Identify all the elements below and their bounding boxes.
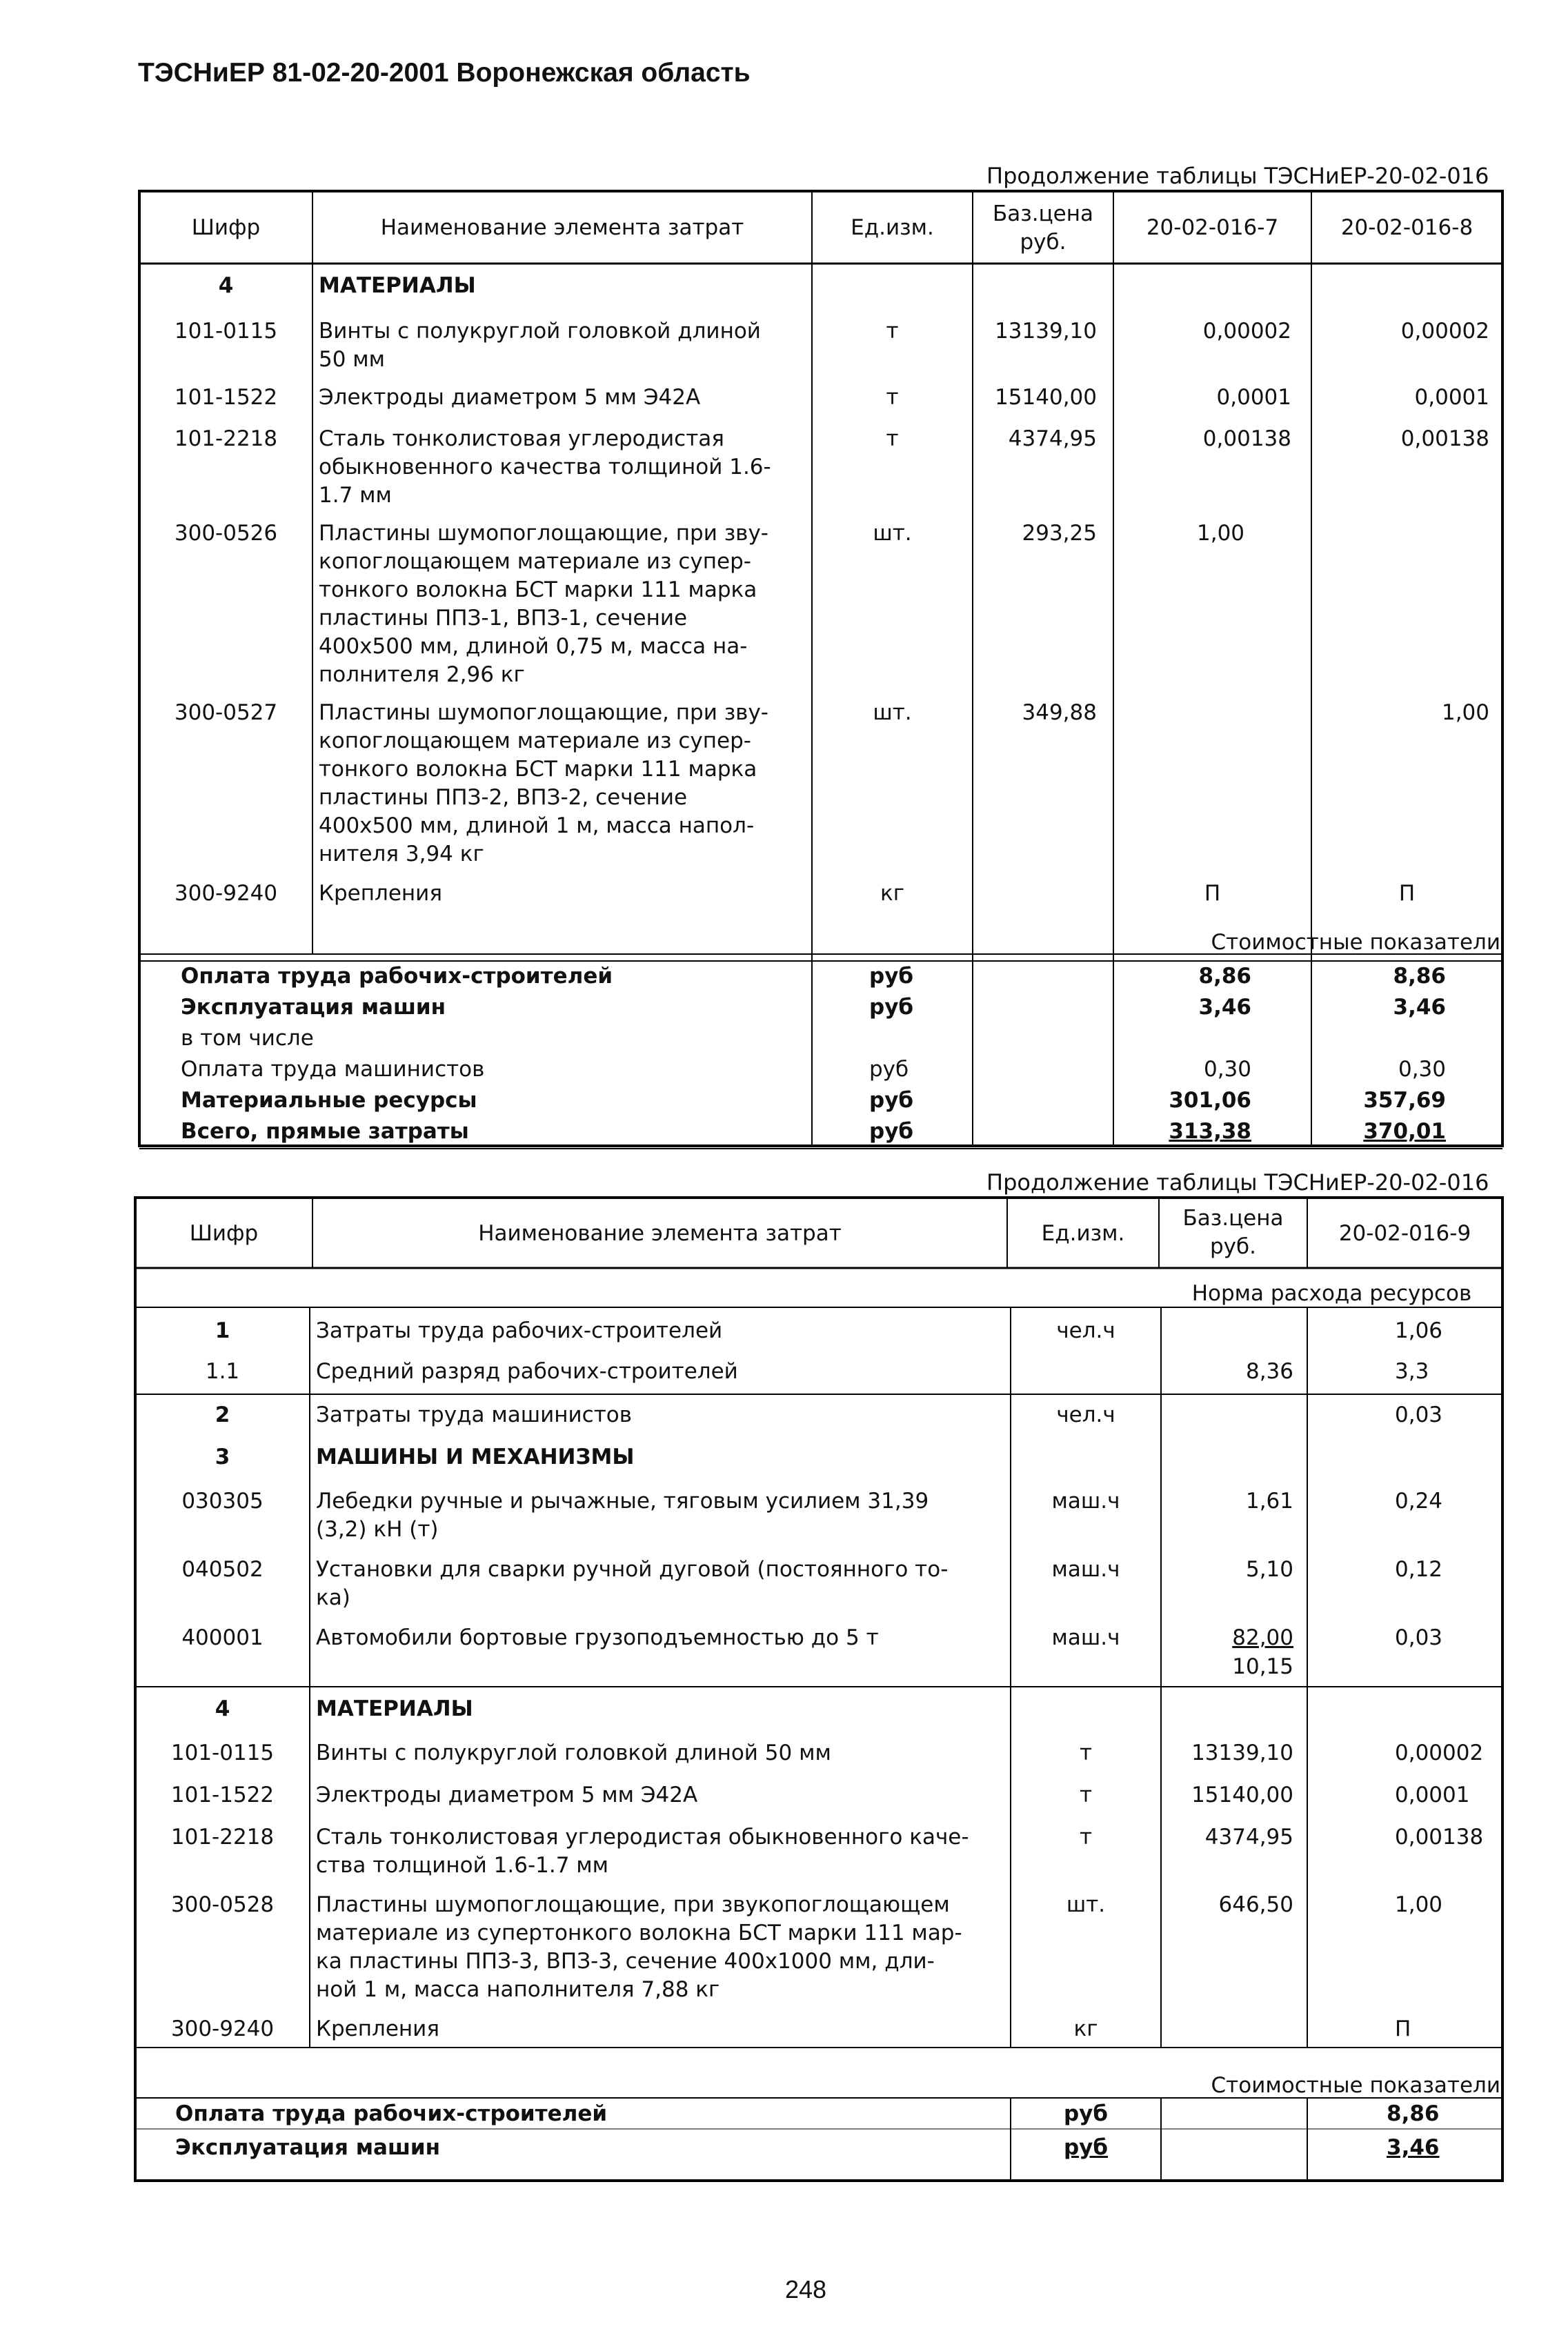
row-name: Крепления — [319, 881, 442, 906]
row-value-col1: 0,00138 — [1395, 1825, 1484, 1850]
cost-unit: руб — [1063, 2135, 1109, 2160]
row-price: 8,36 — [1245, 1359, 1293, 1384]
cost-name: Эксплуатация машин — [175, 2135, 441, 2160]
row-name: Пластины шумопоглощающие, при зву- копоглощающем материале из супер- тонкого волокна БСТ марки 111 марка пластины ППЗ-1, ВПЗ-1, сечение 400x500 мм, длиной 0,75 м, масса на- полнителя 2,96 кг — [319, 521, 768, 687]
cost-value-col2: 357,69 — [1363, 1088, 1446, 1113]
table2-header-col1: 20-02-016-9 — [1338, 1221, 1471, 1246]
row-code: 4 — [218, 273, 234, 298]
row-code: 101-0115 — [170, 1741, 275, 1765]
row-value-col1: 1,06 — [1395, 1318, 1443, 1343]
cost-name: Эксплуатация машин — [181, 995, 446, 1020]
row-price: 15140,00 — [1191, 1783, 1293, 1807]
cost-name: Оплата труда рабочих-строителей — [181, 964, 613, 989]
cost-value-col2: 8,86 — [1393, 964, 1446, 989]
cost-unit: руб — [869, 1119, 914, 1144]
row-code: 101-1522 — [170, 1783, 275, 1807]
row-code: 300-0526 — [174, 521, 278, 546]
row-value-col2: 0,00002 — [1400, 319, 1489, 344]
row-unit: маш.ч — [1051, 1625, 1120, 1650]
row-code: 1.1 — [205, 1359, 240, 1384]
row-unit: кг — [880, 881, 904, 906]
cost-value-col1: 3,46 — [1387, 2135, 1440, 2160]
row-value-col2: П — [1398, 881, 1416, 906]
cost-value-col1: 3,46 — [1198, 995, 1251, 1020]
row-value-col1: 0,24 — [1395, 1489, 1443, 1514]
row-name: Установки для сварки ручной дуговой (постоянного то- ка) — [316, 1557, 949, 1610]
row-name: Винты с полукруглой головкой длиной 50 мм — [316, 1741, 831, 1765]
cost-name: Материальные ресурсы — [181, 1088, 477, 1113]
row-unit: т — [886, 426, 899, 451]
row-unit: шт. — [1066, 1892, 1106, 1917]
row-unit: маш.ч — [1051, 1489, 1120, 1514]
row-name: Сталь тонколистовая углеродистая обыкновенного каче- ства толщиной 1.6-1.7 мм — [316, 1825, 969, 1878]
table1-continuation-caption: Продолжение таблицы ТЭСНиЕР-20-02-016 — [986, 163, 1489, 189]
table2-norm-section-label: Норма расхода ресурсов — [1191, 1281, 1472, 1306]
table1-header-price: Баз.цена руб. — [992, 201, 1094, 255]
row-value-col2: 0,00138 — [1400, 426, 1489, 451]
table1-header-col2: 20-02-016-8 — [1340, 215, 1473, 240]
row-unit: чел.ч — [1056, 1403, 1115, 1427]
row-value-col1: 0,00138 — [1202, 426, 1291, 451]
row-value-col1: 0,12 — [1395, 1557, 1443, 1582]
cost-value-col1: 8,86 — [1198, 964, 1251, 989]
row-name: МАШИНЫ И МЕХАНИЗМЫ — [316, 1445, 635, 1469]
row-value-col1: 0,00002 — [1202, 319, 1291, 344]
cost-unit: руб — [869, 1057, 909, 1082]
row-price: 13139,10 — [1191, 1741, 1293, 1765]
table1-header-col1: 20-02-016-7 — [1146, 215, 1279, 240]
table2-header-code: Шифр — [189, 1221, 259, 1246]
table2-header-name: Наименование элемента затрат — [478, 1221, 842, 1246]
row-name: Лебедки ручные и рычажные, тяговым усилием 31,39 (3,2) кН (т) — [316, 1489, 929, 1542]
row-price-secondary: 10,15 — [1232, 1654, 1293, 1679]
row-code: 300-0527 — [174, 700, 278, 725]
row-price: 13139,10 — [995, 319, 1097, 344]
row-value-col1: 3,3 — [1395, 1359, 1429, 1384]
row-code: 101-2218 — [174, 426, 278, 451]
table1-header-unit: Ед.изм. — [851, 215, 934, 240]
row-unit: т — [1079, 1783, 1093, 1807]
cost-value-col1: 313,38 — [1169, 1119, 1251, 1144]
row-value-col1: 1,00 — [1197, 521, 1245, 546]
row-unit: т — [886, 385, 899, 410]
row-price: 293,25 — [1022, 521, 1097, 546]
row-unit: т — [1079, 1825, 1093, 1850]
row-code: 3 — [215, 1445, 230, 1469]
cost-value-col2: 370,01 — [1363, 1119, 1446, 1144]
cost-value-col1: 0,30 — [1203, 1057, 1251, 1082]
row-name: Электроды диаметром 5 мм Э42А — [316, 1783, 698, 1807]
row-price: 5,10 — [1245, 1557, 1293, 1582]
row-name: Крепления — [316, 2016, 439, 2041]
cost-name: Оплата труда машинистов — [181, 1057, 485, 1082]
row-name: Средний разряд рабочих-строителей — [316, 1359, 738, 1384]
cost-unit: руб — [1063, 2101, 1109, 2126]
row-price: 1,61 — [1245, 1489, 1293, 1514]
row-value-col1: 0,03 — [1395, 1625, 1443, 1650]
table2-header-price: Баз.цена руб. — [1182, 1206, 1284, 1259]
document-title: ТЭСНиЕР 81-02-20-2001 Воронежская область — [138, 58, 751, 88]
row-unit: кг — [1073, 2016, 1098, 2041]
cost-name: Всего, прямые затраты — [181, 1119, 469, 1144]
row-name: Автомобили бортовые грузоподъемностью до 5 т — [316, 1625, 879, 1650]
row-code: 400001 — [181, 1625, 264, 1650]
row-unit: т — [1079, 1741, 1093, 1765]
page-number: 248 — [785, 2275, 827, 2303]
cost-value-col2: 0,30 — [1398, 1057, 1446, 1082]
table1-header-code: Шифр — [191, 215, 261, 240]
row-code: 300-9240 — [170, 2016, 275, 2041]
row-unit: шт. — [873, 521, 912, 546]
row-price: 646,50 — [1218, 1892, 1293, 1917]
row-value-col1: 1,00 — [1395, 1892, 1443, 1917]
row-unit: шт. — [873, 700, 912, 725]
table1-cost-section-label: Стоимостные показатели — [1211, 930, 1500, 955]
table2-header-unit: Ед.изм. — [1041, 1221, 1125, 1246]
cost-unit: руб — [869, 1088, 914, 1113]
row-price: 349,88 — [1022, 700, 1097, 725]
row-value-col2: 1,00 — [1441, 700, 1489, 725]
cost-name: Оплата труда рабочих-строителей — [175, 2101, 608, 2126]
cost-value-col2: 3,46 — [1393, 995, 1446, 1020]
row-name: Пластины шумопоглощающие, при зву- копоглощающем материале из супер- тонкого волокна БСТ марки 111 марка пластины ППЗ-2, ВПЗ-2, сечение 400x500 мм, длиной 1 м, масса напол- нителя 3,94 кг — [319, 700, 768, 866]
row-code: 300-9240 — [174, 881, 278, 906]
row-unit: чел.ч — [1056, 1318, 1115, 1343]
row-code: 101-0115 — [174, 319, 278, 344]
cost-value-col1: 8,86 — [1387, 2101, 1440, 2126]
row-name: Затраты труда машинистов — [316, 1403, 633, 1427]
row-code: 300-0528 — [170, 1892, 275, 1917]
row-value-col2: 0,0001 — [1414, 385, 1489, 410]
row-value-col1: 0,00002 — [1395, 1741, 1484, 1765]
row-code: 101-1522 — [174, 385, 278, 410]
table2-cost-section-label: Стоимостные показатели — [1211, 2073, 1500, 2098]
row-code: 1 — [215, 1318, 230, 1343]
row-unit: т — [886, 319, 899, 344]
row-value-col1: 0,03 — [1395, 1403, 1443, 1427]
row-name: Затраты труда рабочих-строителей — [316, 1318, 723, 1343]
row-unit: маш.ч — [1051, 1557, 1120, 1582]
row-value-col1: П — [1395, 2016, 1411, 2041]
table2-continuation-caption: Продолжение таблицы ТЭСНиЕР-20-02-016 — [986, 1169, 1489, 1196]
row-name: Винты с полукруглой головкой длиной 50 мм — [319, 319, 761, 372]
cost-unit: руб — [869, 964, 914, 989]
row-code: 040502 — [181, 1557, 264, 1582]
row-code: 4 — [215, 1696, 230, 1721]
row-value-col1: 0,0001 — [1216, 385, 1291, 410]
row-value-col1: 0,0001 — [1395, 1783, 1470, 1807]
row-name: МАТЕРИАЛЫ — [319, 273, 476, 298]
row-price: 82,00 — [1232, 1625, 1293, 1650]
row-name: МАТЕРИАЛЫ — [316, 1696, 473, 1721]
row-price: 4374,95 — [1204, 1825, 1293, 1850]
cost-name: в том числе — [181, 1026, 314, 1051]
cost-value-col1: 301,06 — [1169, 1088, 1251, 1113]
table1-header-name: Наименование элемента затрат — [380, 215, 744, 240]
row-name: Электроды диаметром 5 мм Э42А — [319, 385, 701, 410]
row-name: Сталь тонколистовая углеродистая обыкновенного качества толщиной 1.6- 1.7 мм — [319, 426, 771, 508]
row-price: 4374,95 — [1008, 426, 1097, 451]
cost-unit: руб — [869, 995, 914, 1020]
row-price: 15140,00 — [995, 385, 1097, 410]
row-code: 030305 — [181, 1489, 264, 1514]
row-value-col1: П — [1204, 881, 1221, 906]
row-name: Пластины шумопоглощающие, при звукопоглощающем материале из супертонкого волокна БСТ марки 111 мар- ка пластины ППЗ-3, ВПЗ-3, сечение 400x1000 мм, дли- ной 1 м, масса наполнителя 7,88 кг — [316, 1892, 962, 2002]
row-code: 101-2218 — [170, 1825, 275, 1850]
row-code: 2 — [215, 1403, 230, 1427]
